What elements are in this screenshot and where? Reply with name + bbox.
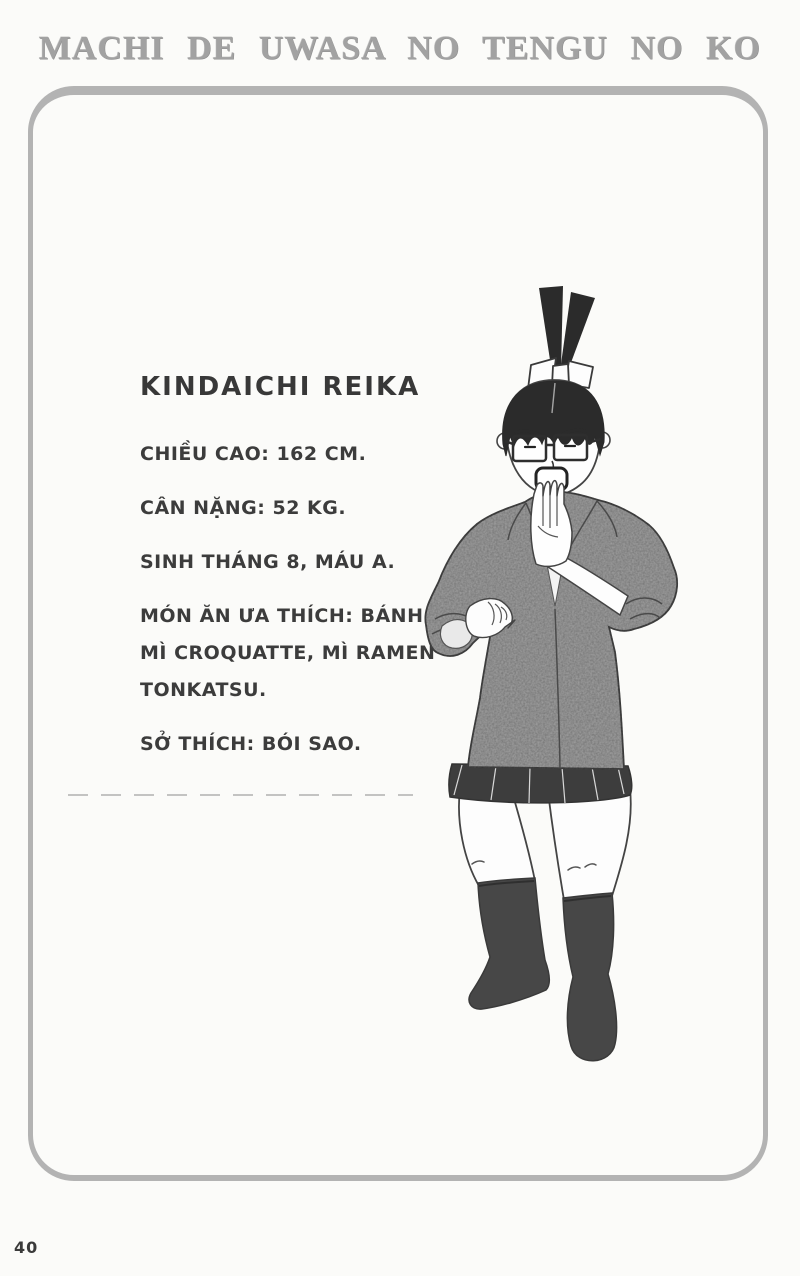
left-sock	[469, 878, 549, 1009]
faint-ground-line	[68, 794, 413, 796]
page-title: MACHI DE UWASA NO TENGU NO KO	[38, 30, 762, 67]
profile-line-favorite-food: MÓN ĂN ƯA THÍCH: BÁNH MÌ CROQUATTE, MÌ RAMEN TONKATSU.	[140, 605, 436, 701]
profile-line-height: CHIỀU CAO: 162 CM.	[140, 443, 367, 465]
character-illustration	[402, 274, 702, 1084]
right-leg	[548, 789, 631, 900]
right-sock	[563, 893, 617, 1061]
profile-line-hobby: SỞ THÍCH: BÓI SAO.	[140, 733, 362, 755]
knee-socks	[469, 878, 617, 1061]
left-leg	[459, 789, 535, 886]
profile-line-weight: CÂN NẶNG: 52 KG.	[140, 497, 347, 519]
character-name: KINDAICHI REIKA	[140, 372, 421, 402]
profile-line-birth-blood: SINH THÁNG 8, MÁU A.	[140, 551, 396, 573]
page-number: 40	[14, 1238, 39, 1257]
pleated-skirt	[449, 764, 632, 803]
